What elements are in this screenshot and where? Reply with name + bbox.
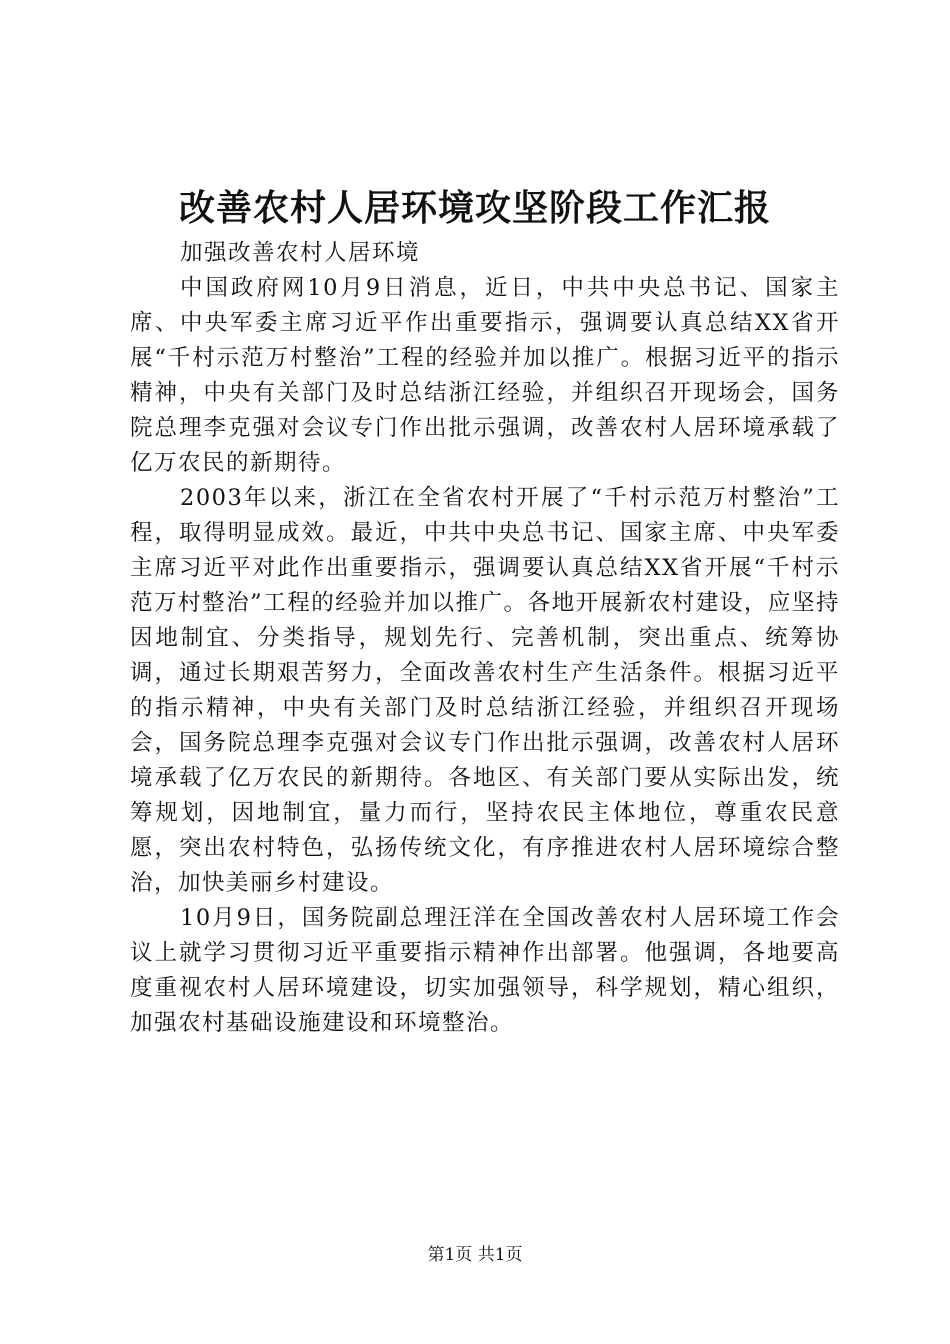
document-title: 改善农村人居环境攻坚阶段工作汇报 [178, 187, 771, 229]
document-body [130, 236, 840, 1041]
paragraph-3: 10月9日，国务院副总理汪洋在全国改善农村人居环境工作会议上就学习贯彻习近平重要指示精神作出部署。他强调，各地要高度重视农村人居环境建设，切实加强领导，科学规划，精心组织，加强农村基础设施建设和环境整治。 [130, 905, 840, 1036]
paragraph-1: 中国政府网10月9日消息，近日，中共中央总书记、国家主席、中央军委主席习近平作出重要指示，强调要认真总结XX省开展“千村示范万村整治”工程的经验并加以推广。根据习近平的指示精神，中央有关部门及时总结浙江经验，并组织召开现场会，国务院总理李克强对会议专门作出批示强调，改善农村人居环境承载了亿万农民的新期待。 [130, 275, 840, 476]
subheading: 加强改善农村人居环境 [180, 240, 421, 266]
page-footer: 第1页 共1页 [427, 1245, 523, 1265]
paragraph-2: 2003年以来，浙江在全省农村开展了“千村示范万村整治”工程，取得明显成效。最近，中共中央总书记、国家主席、中央军委主席习近平对此作出重要指示，强调要认真总结XX省开展“千村示范万村整治”工程的经验并加以推广。各地开展新农村建设，应坚持因地制宜、分类指导，规划先行、完善机制，突出重点、统筹协调，通过长期艰苦努力，全面改善农村生产生活条件。根据习近平的指示精神，中央有关部门及时总结浙江经验，并组织召开现场会，国务院总理李克强对会议专门作出批示强调，改善农村人居环境承载了亿万农民的新期待。各地区、有关部门要从实际出发，统筹规划，因地制宜，量力而行，坚持农民主体地位，尊重农民意愿，突出农村特色，弘扬传统文化，有序推进农村人居环境综合整治，加快美丽乡村建设。 [130, 485, 840, 896]
